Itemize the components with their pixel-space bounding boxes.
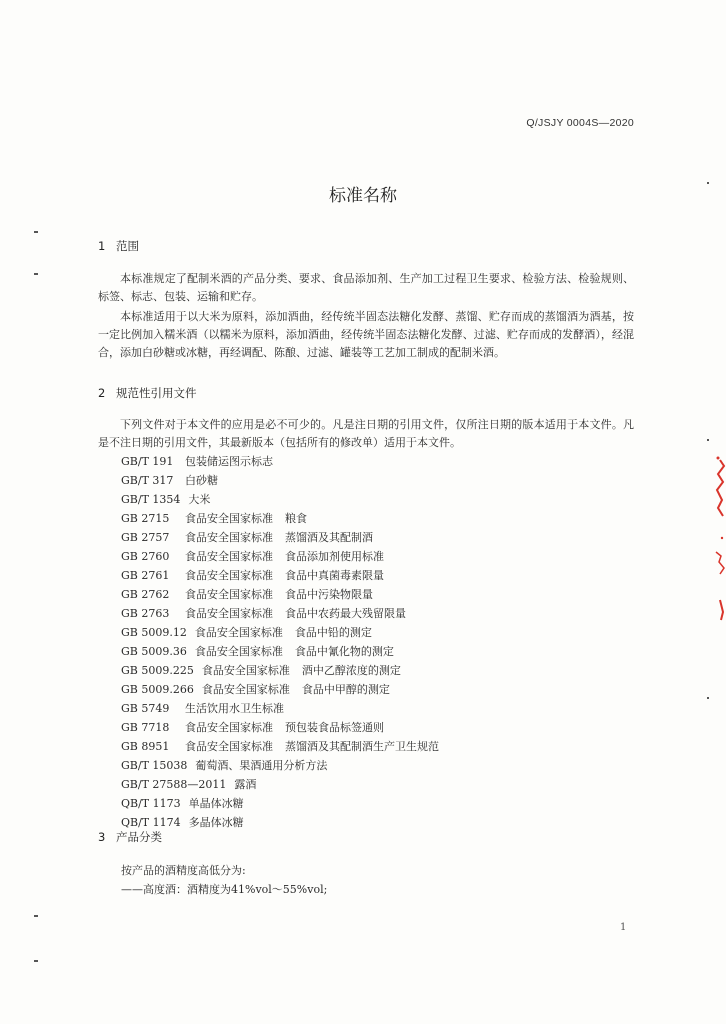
reference-code: GB 5009.36 [121,645,187,658]
reference-category: 食品安全国家标准 [194,645,283,658]
section-number: 2 [98,386,106,400]
scan-speck [34,231,38,233]
section-title: 产品分类 [116,830,162,844]
seal-stamp-edge [706,452,726,622]
reference-item [121,604,439,623]
reference-name: 食品中污染物限量 [285,588,373,601]
reference-name: 酒中乙醇浓度的测定 [301,664,401,677]
reference-item [121,509,439,528]
reference-category: 食品安全国家标准 [185,512,273,525]
section-2-paragraph-1: 下列文件对于本文件的应用是必不可少的。凡是注日期的引用文件，仅所注日期的版本适用于本文件。凡是不注日期的引用文件，其最新版本（包括所有的修改单）适用于本文件。 [98,418,634,449]
scan-speck [707,439,709,441]
reference-code: QB/T 1174 [121,816,181,829]
section-title: 范围 [116,239,139,253]
reference-item [121,642,439,661]
scan-speck [707,697,709,699]
reference-item [121,718,439,737]
reference-name: 大米 [188,493,211,506]
reference-code: GB 2761 [121,569,170,582]
section-3-line-2: ——高度酒：酒精度为41%vol～55%vol; [121,883,328,896]
reference-item [121,585,439,604]
page-number: 1 [620,922,627,933]
reference-code: QB/T 1173 [121,797,181,810]
reference-item [121,623,439,642]
reference-code: GB/T 15038 [121,759,188,772]
section-number: 3 [98,830,106,844]
reference-code: GB 2762 [121,588,170,601]
reference-name: 露酒 [234,778,257,791]
reference-item [121,680,439,699]
reference-code: GB 7718 [121,721,170,734]
reference-code: GB 2757 [121,531,170,544]
reference-name: 预包装食品标签通则 [285,721,384,734]
document-title: 标准名称 [329,186,397,206]
reference-name: 包装储运图示标志 [185,455,273,468]
scan-speck [34,960,38,962]
reference-name: 食品中铅的测定 [294,626,372,639]
reference-code: GB 2760 [121,550,170,563]
reference-code: GB/T 1354 [121,493,181,506]
reference-category: 食品安全国家标准 [194,626,283,639]
reference-category: 食品安全国家标准 [185,569,273,582]
reference-item [121,490,439,509]
reference-code: GB 2763 [121,607,170,620]
reference-code: GB 5009.266 [121,683,194,696]
reference-item [121,756,439,775]
reference-name: 食品中甲醇的测定 [301,683,390,696]
reference-name: 多晶体冰糖 [188,816,244,829]
reference-item [121,775,439,794]
reference-item [121,528,439,547]
reference-name: 蒸馏酒及其配制酒 [285,531,373,544]
reference-code: GB/T 27588—2011 [121,778,227,791]
reference-list [121,452,439,832]
reference-item [121,471,439,490]
reference-category: 食品安全国家标准 [185,550,273,563]
reference-item [121,794,439,813]
reference-code: GB 5749 [121,702,170,715]
reference-item [121,699,439,718]
reference-code: GB/T 317 [121,474,174,487]
section-1-paragraph-1: 本标准规定了配制米酒的产品分类、要求、食品添加剂、生产加工过程卫生要求、检验方法、检验规则、标签、标志、包装、运输和贮存。 [98,272,634,303]
reference-category: 食品安全国家标准 [201,664,290,677]
reference-name: 食品中氰化物的测定 [294,645,394,658]
reference-category: 食品安全国家标准 [201,683,290,696]
scan-speck [34,915,38,917]
scan-speck [34,273,38,275]
document-code: Q/JSJY 0004S—2020 [526,117,634,129]
section-2-heading [98,385,197,401]
reference-code: GB 5009.12 [121,626,187,639]
reference-category: 食品安全国家标准 [185,607,273,620]
reference-code: GB 8951 [121,740,170,753]
reference-name: 食品中真菌毒素限量 [285,569,384,582]
section-number: 1 [98,239,106,253]
reference-item [121,566,439,585]
reference-name: 生活饮用水卫生标准 [185,702,284,715]
reference-category: 食品安全国家标准 [185,721,273,734]
reference-item [121,661,439,680]
reference-name: 葡萄酒、果酒通用分析方法 [195,759,328,772]
reference-item [121,547,439,566]
section-title: 规范性引用文件 [116,386,197,400]
reference-code: GB 2715 [121,512,170,525]
section-1-heading [98,238,139,254]
section-3-heading [98,829,162,845]
section-3-line-1: 按产品的酒精度高低分为: [121,864,246,877]
scan-speck [707,182,709,184]
reference-category: 食品安全国家标准 [185,531,273,544]
reference-name: 单晶体冰糖 [188,797,244,810]
section-1-paragraph-2: 本标准适用于以大米为原料，添加酒曲，经传统半固态法糖化发酵、蒸馏、贮存而成的蒸馏酒为酒基，按一定比例加入糯米酒（以糯米为原料，添加酒曲，经传统半固态法糖化发酵、过滤、贮存而成的发酵酒），经混合，添加白砂糖或冰糖，再经调配、陈酿、过滤、罐装等工艺加工制成的配制米酒。 [98,310,634,359]
reference-category: 食品安全国家标准 [185,740,273,753]
reference-item [121,452,439,471]
reference-code: GB/T 191 [121,455,174,468]
reference-name: 食品中农药最大残留限量 [285,607,406,620]
reference-code: GB 5009.225 [121,664,194,677]
reference-name: 粮食 [285,512,307,525]
reference-name: 食品添加剂使用标准 [285,550,384,563]
reference-name: 蒸馏酒及其配制酒生产卫生规范 [285,740,439,753]
reference-name: 白砂糖 [185,474,218,487]
reference-item [121,737,439,756]
reference-category: 食品安全国家标准 [185,588,273,601]
reference-item [121,813,439,832]
